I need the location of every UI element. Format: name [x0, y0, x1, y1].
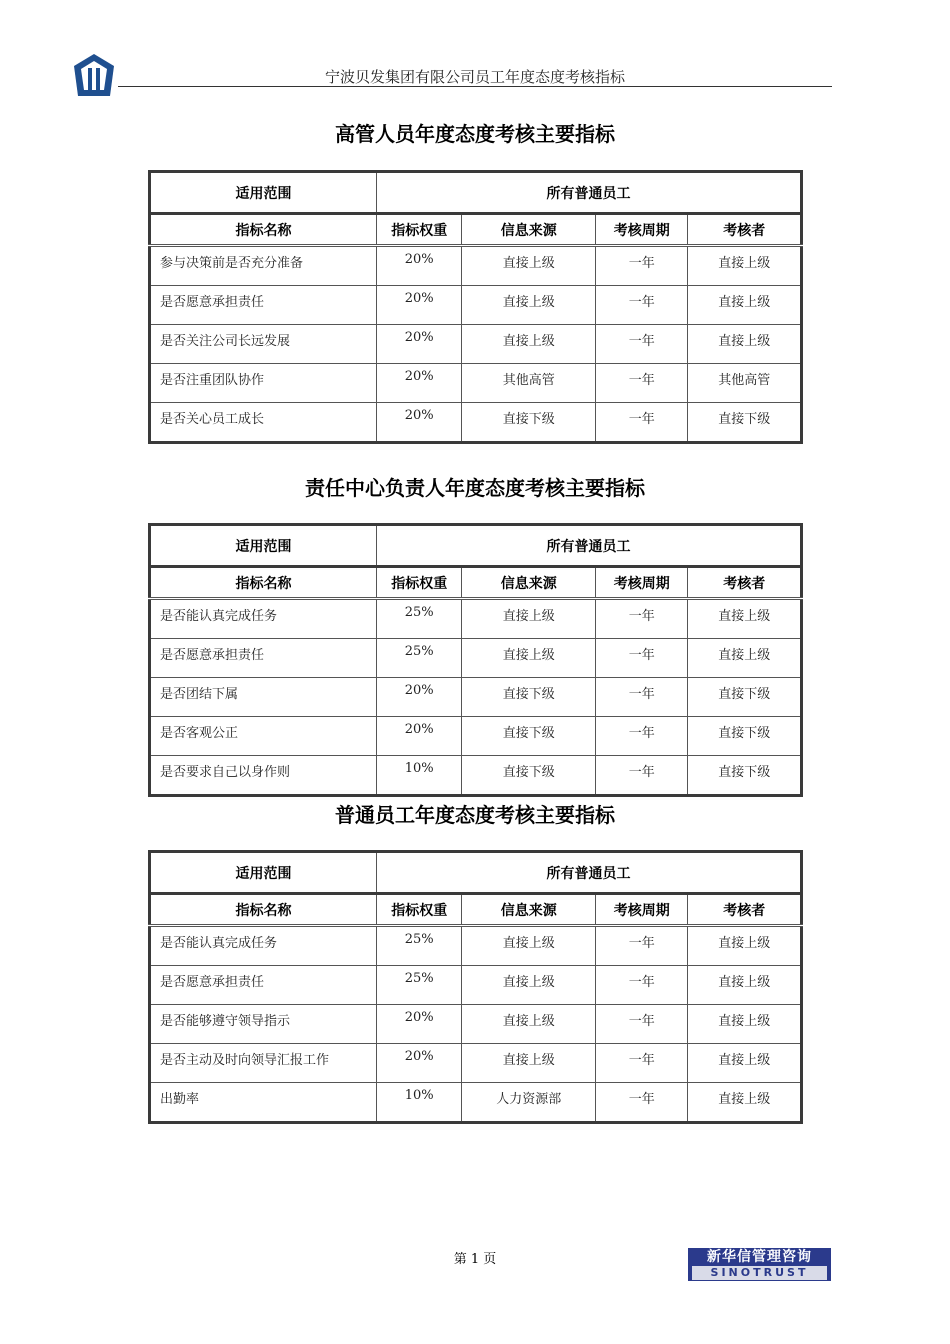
scope-value: 所有普通员工 — [377, 525, 802, 567]
indicator-weight: 20% — [377, 678, 462, 717]
assessment-period: 一年 — [596, 1083, 688, 1123]
indicator-name: 是否关注公司长远发展 — [150, 325, 377, 364]
column-header: 指标名称 — [150, 214, 377, 246]
column-header: 考核周期 — [596, 567, 688, 599]
indicator-name: 是否客观公正 — [150, 717, 377, 756]
assessor: 直接上级 — [688, 325, 802, 364]
info-source: 直接下级 — [462, 678, 596, 717]
assessment-period: 一年 — [596, 246, 688, 286]
indicator-name: 是否能认真完成任务 — [150, 926, 377, 966]
column-header: 考核者 — [688, 894, 802, 926]
indicator-name: 是否团结下属 — [150, 678, 377, 717]
assessment-period: 一年 — [596, 756, 688, 796]
table-row — [150, 639, 802, 678]
assessment-period: 一年 — [596, 1005, 688, 1044]
assessor: 直接上级 — [688, 1005, 802, 1044]
info-source: 直接上级 — [462, 325, 596, 364]
assessment-period: 一年 — [596, 403, 688, 443]
indicator-weight: 25% — [377, 966, 462, 1005]
indicator-weight: 10% — [377, 1083, 462, 1123]
info-source: 人力资源部 — [462, 1083, 596, 1123]
info-source: 直接上级 — [462, 1044, 596, 1083]
table-row — [150, 966, 802, 1005]
kpi-table — [148, 850, 803, 1124]
indicator-name: 出勤率 — [150, 1083, 377, 1123]
indicator-weight: 25% — [377, 599, 462, 639]
scope-label: 适用范围 — [150, 525, 377, 567]
indicator-name: 是否要求自己以身作则 — [150, 756, 377, 796]
scope-value: 所有普通员工 — [377, 172, 802, 214]
indicator-name: 是否愿意承担责任 — [150, 639, 377, 678]
column-header: 指标权重 — [377, 894, 462, 926]
assessment-period: 一年 — [596, 286, 688, 325]
info-source: 直接下级 — [462, 403, 596, 443]
table-row — [150, 1005, 802, 1044]
table-row — [150, 325, 802, 364]
column-header: 考核周期 — [596, 214, 688, 246]
indicator-name: 是否主动及时向领导汇报工作 — [150, 1044, 377, 1083]
table-row — [150, 756, 802, 796]
info-source: 直接上级 — [462, 926, 596, 966]
kpi-table — [148, 170, 803, 444]
indicator-weight: 25% — [377, 639, 462, 678]
column-header: 指标权重 — [377, 214, 462, 246]
table-row — [150, 717, 802, 756]
info-source: 直接下级 — [462, 756, 596, 796]
table-row — [150, 364, 802, 403]
assessor: 直接上级 — [688, 926, 802, 966]
assessment-period: 一年 — [596, 678, 688, 717]
header-divider — [118, 86, 832, 87]
assessor: 直接上级 — [688, 1044, 802, 1083]
indicator-weight: 20% — [377, 286, 462, 325]
section-title: 普通员工年度态度考核主要指标 — [335, 803, 615, 827]
indicator-name: 是否关心员工成长 — [150, 403, 377, 443]
info-source: 直接上级 — [462, 599, 596, 639]
indicator-weight: 20% — [377, 403, 462, 443]
column-header: 指标权重 — [377, 567, 462, 599]
sinotrust-logo — [688, 1248, 831, 1281]
indicator-name: 是否愿意承担责任 — [150, 286, 377, 325]
column-header: 信息来源 — [462, 894, 596, 926]
scope-label: 适用范围 — [150, 852, 377, 894]
page-number: 第 1 页 — [453, 1252, 497, 1267]
column-header-row — [150, 214, 802, 246]
assessor: 直接上级 — [688, 639, 802, 678]
assessor: 直接上级 — [688, 1083, 802, 1123]
column-header: 考核者 — [688, 214, 802, 246]
assessor: 直接下级 — [688, 678, 802, 717]
table-row — [150, 926, 802, 966]
scope-label: 适用范围 — [150, 172, 377, 214]
indicator-name: 是否愿意承担责任 — [150, 966, 377, 1005]
table-row — [150, 678, 802, 717]
indicator-weight: 20% — [377, 325, 462, 364]
assessor: 其他高管 — [688, 364, 802, 403]
assessor: 直接上级 — [688, 286, 802, 325]
indicator-weight: 25% — [377, 926, 462, 966]
column-header: 指标名称 — [150, 894, 377, 926]
info-source: 其他高管 — [462, 364, 596, 403]
scope-row — [150, 172, 802, 214]
brand-name-en: SINOTRUST — [692, 1266, 827, 1280]
info-source: 直接上级 — [462, 966, 596, 1005]
info-source: 直接上级 — [462, 1005, 596, 1044]
column-header-row — [150, 567, 802, 599]
indicator-weight: 20% — [377, 717, 462, 756]
column-header-row — [150, 894, 802, 926]
assessment-period: 一年 — [596, 717, 688, 756]
document-header-title: 宁波贝发集团有限公司员工年度态度考核指标 — [324, 68, 625, 86]
column-header: 信息来源 — [462, 567, 596, 599]
column-header: 信息来源 — [462, 214, 596, 246]
info-source: 直接下级 — [462, 717, 596, 756]
table-row — [150, 1044, 802, 1083]
table-row — [150, 286, 802, 325]
scope-row — [150, 525, 802, 567]
column-header: 考核周期 — [596, 894, 688, 926]
section-title: 责任中心负责人年度态度考核主要指标 — [305, 476, 645, 500]
info-source: 直接上级 — [462, 246, 596, 286]
indicator-weight: 20% — [377, 364, 462, 403]
table-row — [150, 1083, 802, 1123]
assessment-period: 一年 — [596, 639, 688, 678]
table-row — [150, 599, 802, 639]
assessment-period: 一年 — [596, 966, 688, 1005]
assessor: 直接上级 — [688, 246, 802, 286]
scope-value: 所有普通员工 — [377, 852, 802, 894]
indicator-weight: 20% — [377, 246, 462, 286]
indicator-weight: 20% — [377, 1005, 462, 1044]
indicator-weight: 10% — [377, 756, 462, 796]
section-title: 高管人员年度态度考核主要指标 — [335, 122, 615, 146]
table-row — [150, 403, 802, 443]
assessment-period: 一年 — [596, 926, 688, 966]
indicator-name: 是否能认真完成任务 — [150, 599, 377, 639]
indicator-weight: 20% — [377, 1044, 462, 1083]
assessor: 直接上级 — [688, 599, 802, 639]
assessor: 直接下级 — [688, 756, 802, 796]
indicator-name: 是否能够遵守领导指示 — [150, 1005, 377, 1044]
assessment-period: 一年 — [596, 599, 688, 639]
column-header: 考核者 — [688, 567, 802, 599]
indicator-name: 参与决策前是否充分准备 — [150, 246, 377, 286]
info-source: 直接上级 — [462, 639, 596, 678]
assessor: 直接下级 — [688, 403, 802, 443]
info-source: 直接上级 — [462, 286, 596, 325]
scope-row — [150, 852, 802, 894]
assessment-period: 一年 — [596, 364, 688, 403]
table-row — [150, 246, 802, 286]
assessor: 直接上级 — [688, 966, 802, 1005]
assessor: 直接下级 — [688, 717, 802, 756]
brand-name-cn: 新华信管理咨询 — [707, 1249, 812, 1265]
assessment-period: 一年 — [596, 325, 688, 364]
assessment-period: 一年 — [596, 1044, 688, 1083]
indicator-name: 是否注重团队协作 — [150, 364, 377, 403]
column-header: 指标名称 — [150, 567, 377, 599]
kpi-table — [148, 523, 803, 797]
